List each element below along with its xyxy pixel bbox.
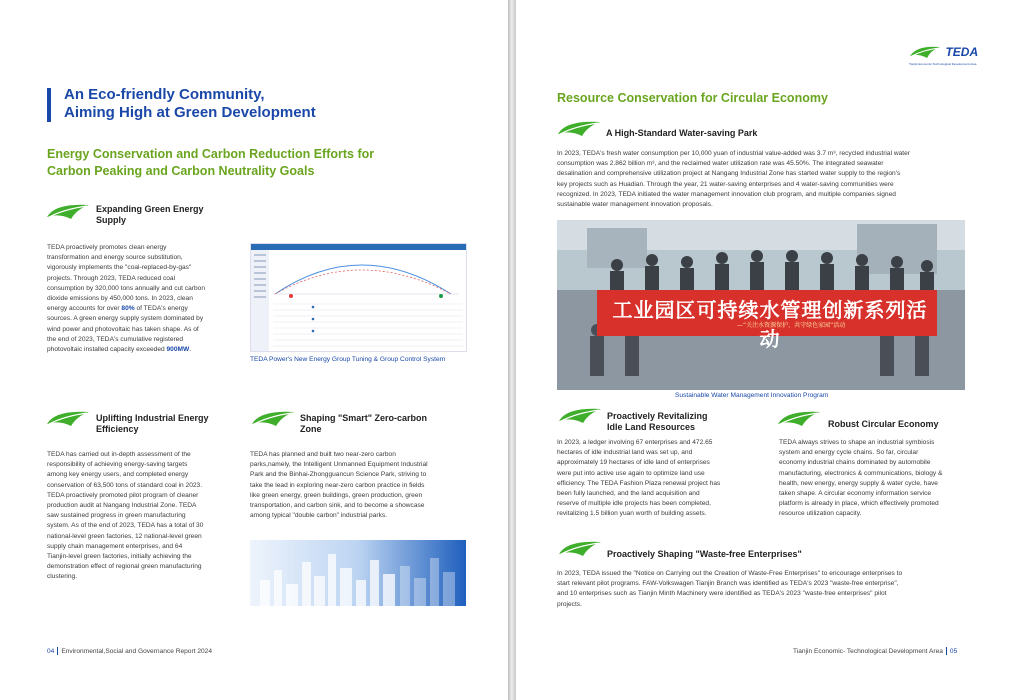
section-heading-energy: Energy Conservation and Carbon Reduction Efforts for Carbon Peaking and Carbon Neutrality Goals	[47, 147, 375, 178]
zero-carbon-paragraph: TEDA has planned and built two near-zero carbon parks,namely, the Intelligent Unmanned Equipment Industrial Park and the Binhai-Zhongguancun Science Park, striving to take the lead in exploring near-zero carbon practice in fields like green energy, green buildings, green production, green transportation, and carbon sink, and to become a showcase among typical "double carbon" industrial parks.	[250, 451, 428, 520]
leaf-icon	[557, 407, 603, 425]
water-paragraph: In 2023, TEDA's fresh water consumption per 10,000 yuan of industrial value-added was 3.7 m³, recycled industrial water consumption was 2.862 billion m³, and the reclaimed water utilization rate was 45.50%. The integrated seawater desalination and comprehensive utilization project at Nangang Industrial Zone has started water supply to the region's key projects such as Huadian. Through the year, 21 water-saving enterprises and 4 water-saving communities were recognized. In 2023, TEDA initiated the water management innovation club program, and multiple companies signed sustainable water management innovation proposals.	[557, 150, 910, 209]
section-heading-resources: Resource Conservation for Circular Economy	[557, 91, 828, 105]
subsection-title-water: A High-Standard Water-saving Park	[606, 128, 758, 138]
leaf-icon	[557, 540, 603, 558]
banner-text: 工业园区可持续水管理创新系列活动	[612, 298, 928, 351]
dashboard-illustration	[251, 244, 466, 351]
leaf-icon	[776, 410, 822, 428]
left-page	[0, 0, 508, 700]
photo-caption: Sustainable Water Management Innovation Program	[675, 392, 829, 399]
waste-free-paragraph: In 2023, TEDA issued the "Notice on Carrying out the Creation of Waste-Free Enterprises" to encourage enterprises to start relevant pilot programs. FAW-Volkswagen Tianjin Branch was identified as TEDA's 2023 "waste-free enterprise", and 10 enterprises such as Tianjin Minth Machinery were identified as TEDA's 2023 "waste-free enterprises" pilot projects.	[557, 570, 903, 608]
city-skyline-illustration	[250, 540, 466, 606]
banner-subtext: —“关注水资源保护，共守绿色家园”活动	[737, 322, 846, 329]
chart-caption: TEDA Power's New Energy Group Tuning & Group Control System	[250, 356, 446, 363]
page-number: 04	[47, 647, 55, 655]
book-spine	[508, 0, 516, 700]
page-number: 05	[949, 647, 958, 655]
page-footer-right: Tianjin Economic- Technological Development Area 05	[793, 647, 958, 655]
teda-leaf-icon	[909, 45, 941, 59]
subsection-title-idle-land: Proactively Revitalizing Idle Land Resources	[607, 411, 708, 432]
leaf-icon	[250, 410, 296, 428]
control-system-screenshot	[250, 243, 467, 352]
idle-land-paragraph: In 2023, a ledger involving 67 enterprises and 472.65 hectares of idle industrial land was set up, and approximately 19 hectares of idle land of enterprises were put into active use again to optimize land use efficiency. The TEDA Fashion Plaza renewal project has been fully launched, and the land acquisition and reserve of multiple idle projects has been completed, revitalizing 1.5 billion yuan worth of building assets.	[557, 439, 721, 518]
efficiency-paragraph: TEDA has carried out in-depth assessment of the responsibility of achieving energy-saving targets among key energy users, and completed energy conservation of 63,500 tons of standard coal in 2023. TEDA proactively promoted pilot program of cleaner production audit at Nangang Industrial Zone. TEDA saw sustained progress in green manufacturing system. As of the end of 2023, TEDA has a total of 30 national-level green factories, 12 national-level green supply chain management enterprises, and 64 Tianjin-level green factories, initially achieving the demonstration effect of regional green manufacturing clustering.	[47, 451, 204, 581]
subsection-title-circular: Robust Circular Economy	[828, 419, 939, 429]
leaf-icon	[45, 410, 91, 428]
page-title: An Eco-friendly Community, Aiming High at Green Development	[64, 86, 316, 121]
circular-paragraph: TEDA always strives to shape an industrial symbiosis system and energy cycle chains. So far, circular economy industrial chains dominated by automobile manufacturing, electronics & communications, biology & health, new energy, energy supply & water cycle, have taken shape. A circular economy information service platform is already in place, which effectively promoted resource utilization capacity.	[779, 439, 943, 518]
subsection-title-green-energy: Expanding Green Energy Supply	[96, 204, 204, 225]
subsection-title-efficiency: Uplifting Industrial Energy Efficiency	[96, 413, 209, 434]
subsection-title-zero-carbon: Shaping "Smart" Zero-carbon Zone	[300, 413, 428, 434]
leaf-icon	[556, 120, 602, 138]
group-photo	[557, 220, 965, 390]
teda-logo: TEDA Tianjin Economic-Technological Development Area	[909, 44, 979, 66]
leaf-icon	[45, 203, 91, 221]
page-footer-left: 04 Environmental,Social and Governance Report 2024	[47, 647, 212, 655]
green-energy-paragraph: TEDA proactively promotes clean energy transformation and energy source substitution, vigorously implements the "coal-replaced-by-gas" projects. Through 2023, TEDA reduced coal consumption by 320,000 tons annually and cut carbon dioxide emissions by 450,000 tons. In 2023, clean energy accounts for over 80% of TEDA's energy sources. A green energy supply system dominated by wind power and photovoltaic has taken shape. As of the end of 2023, TEDA's cumulative registered photovoltaic installed capacity exceeded 900MW.	[47, 244, 205, 354]
title-accent-bar	[47, 88, 51, 122]
subsection-title-waste-free: Proactively Shaping "Waste-free Enterprises"	[607, 549, 802, 559]
